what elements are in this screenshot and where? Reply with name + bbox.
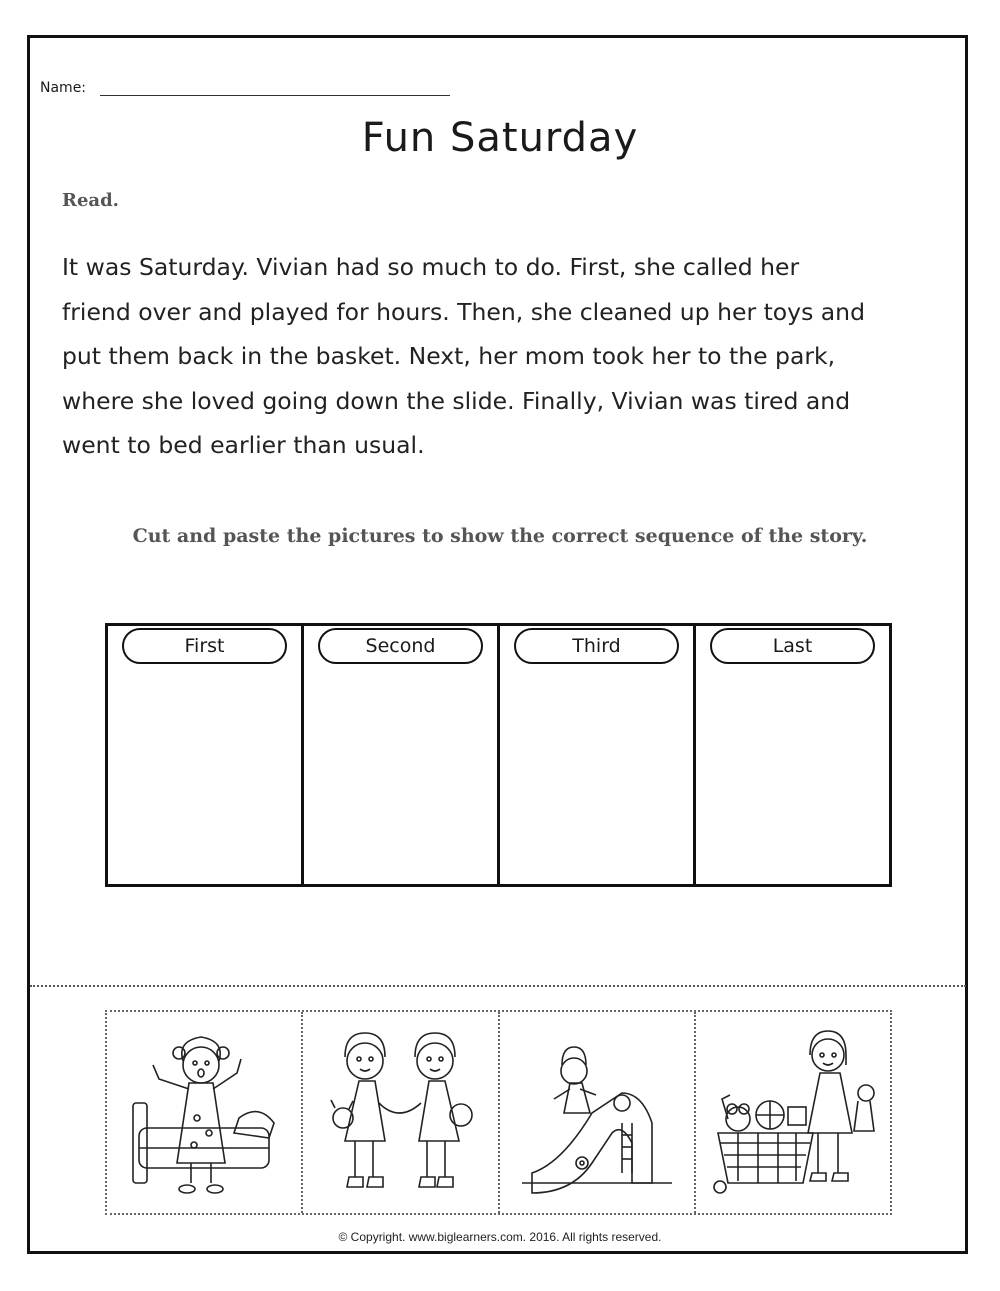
sequence-label-last: Last <box>710 628 875 664</box>
sequence-label-third: Third <box>514 628 679 664</box>
sequence-box-first[interactable] <box>108 626 304 884</box>
sequence-box-third[interactable] <box>500 626 696 884</box>
picture-card-friends[interactable] <box>303 1012 499 1213</box>
sequence-grid <box>105 623 892 887</box>
name-blank-line[interactable] <box>100 95 450 96</box>
story-line: It was Saturday. Vivian had so much to do. First, she called her <box>62 253 800 281</box>
toy-basket-illustration <box>708 1023 878 1203</box>
two-girls-illustration <box>315 1023 485 1203</box>
sequence-label-first: First <box>122 628 287 664</box>
sequence-box-second[interactable] <box>304 626 500 884</box>
instruction-text: Cut and paste the pictures to show the correct sequence of the story. <box>132 525 868 547</box>
story-line: put them back in the basket. Next, her mom took her to the park, <box>62 342 836 370</box>
picture-card-bed[interactable] <box>107 1012 303 1213</box>
name-label: Name: <box>40 80 87 96</box>
worksheet-title: Fun Saturday <box>361 115 639 161</box>
girl-bed-illustration <box>119 1023 289 1203</box>
cut-line <box>30 985 966 987</box>
story-line: went to bed earlier than usual. <box>62 431 425 459</box>
slide-illustration <box>512 1023 682 1203</box>
picture-card-toys[interactable] <box>696 1012 890 1213</box>
story-paragraph <box>62 245 942 468</box>
story-line: friend over and played for hours. Then, she cleaned up her toys and <box>62 297 865 326</box>
picture-card-slide[interactable] <box>500 1012 696 1213</box>
sequence-box-last[interactable] <box>696 626 889 884</box>
story-line: where she loved going down the slide. Finally, Vivian was tired and <box>62 386 851 415</box>
read-heading: Read. <box>62 190 119 211</box>
copyright-text: © Copyright. www.biglearners.com. 2016. All rights reserved. <box>338 1230 662 1244</box>
sequence-label-second: Second <box>318 628 483 664</box>
picture-strip <box>105 1010 892 1215</box>
